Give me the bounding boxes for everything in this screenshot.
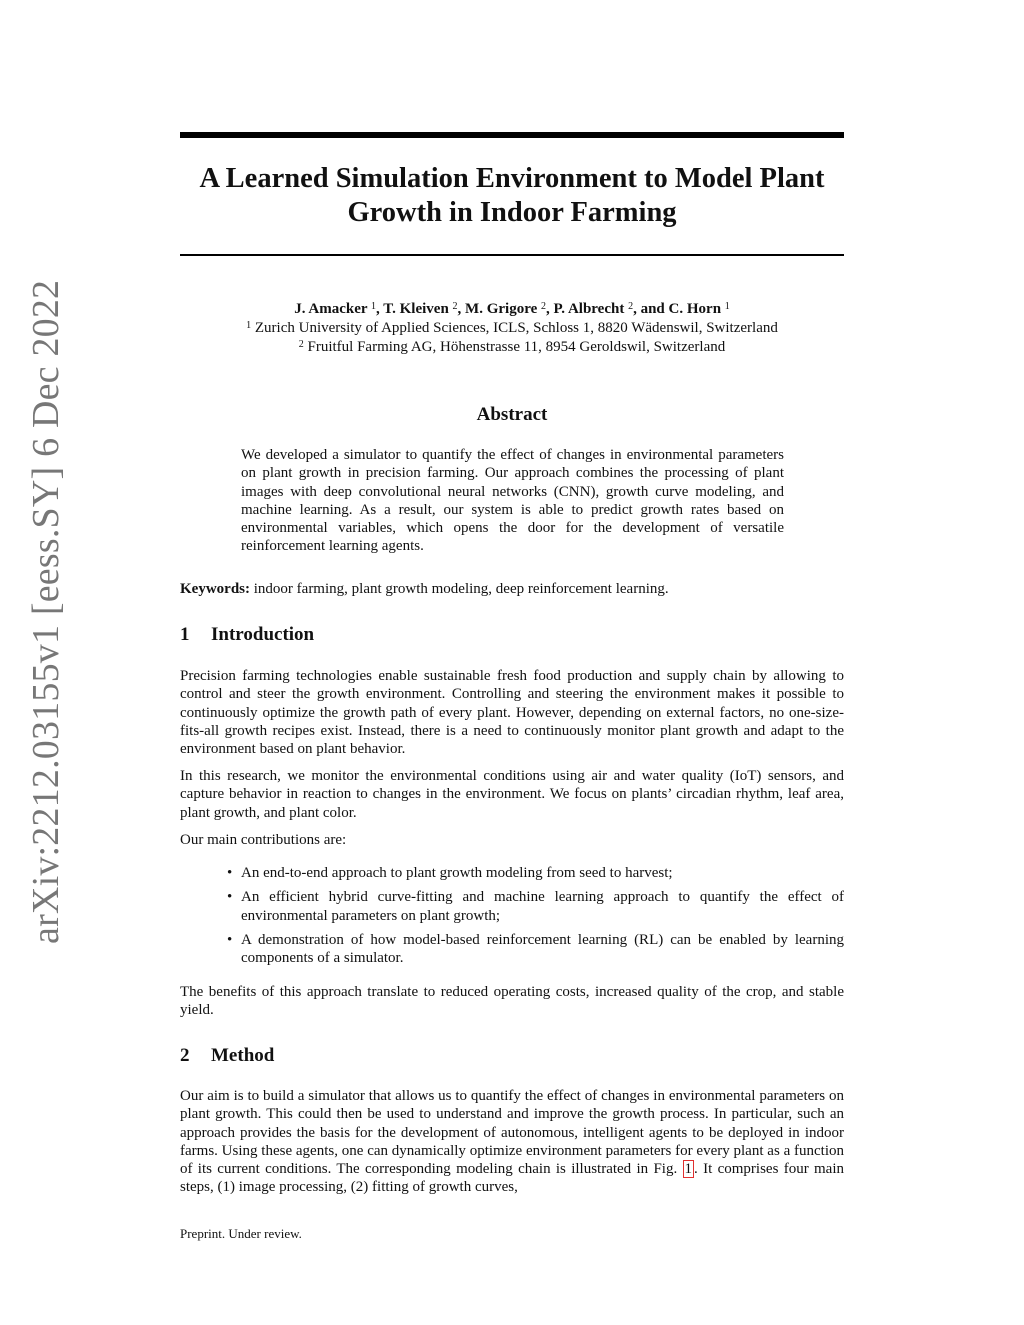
bullet-marker: • [227,889,233,906]
list-item-text: An efficient hybrid curve-fitting and machine learning approach to quantify the effect of environmental parameters on plant growth; [241,889,844,924]
contributions-list [180,864,844,973]
keywords-label: Keywords: [180,581,250,597]
title-bottom-rule [180,254,844,256]
author-affiliation-mark: 2 [628,301,634,312]
intro-paragraph-4: The benefits of this approach translate to reduced operating costs, increased quality of the crop, and stable yield. [180,984,844,1019]
author-separator: , [457,301,466,317]
author-separator: , [376,301,384,317]
title-top-rule [180,132,844,138]
bullet-marker: • [227,865,233,881]
intro-paragraph-1: Precision farming technologies enable sustainable fresh food production and supply chain by allowing to control and steer the growth environment. Controlling and steering the environment makes it possible to continuously optimize the growth path of every plant. However, depending on external factors, no one-size-fits-all growth recipes exist. Instead, there is a need to continuously monitor plant growth and adapt to the environment based on plant behavior. [180,668,844,758]
section-title: Introduction [211,624,315,645]
author-affiliation-mark: 2 [541,301,546,312]
author-name: T. Kleiven [383,301,449,317]
footer-note: Preprint. Under review. [180,1226,302,1241]
affiliation-2 [180,338,844,357]
author-name: M. Grigore [465,301,538,317]
title-line-1: A Learned Simulation Environment to Model Plant [199,163,825,194]
author-affiliation-mark: 1 [724,301,730,312]
arxiv-identifier: arXiv:2212.03155v1 [eess.SY] 6 Dec 2022 [25,279,67,944]
section-number: 1 [180,624,190,645]
affiliation-1 [180,319,844,338]
affiliation-text: Zurich University of Applied Sciences, ICLS, Schloss 1, 8820 Wädenswil, Switzerland [254,320,778,336]
list-item [180,931,844,968]
list-item-text: An end-to-end approach to plant growth modeling from seed to harvest; [241,865,673,881]
method-paragraph-1 [180,1087,844,1197]
figure-reference-link[interactable]: 1 [684,1161,693,1178]
section-title: Method [211,1045,275,1066]
section-number: 2 [180,1045,190,1066]
author-affiliation-mark: 1 [371,301,376,312]
keywords-text: indoor farming, plant growth modeling, deep reinforcement learning. [253,581,669,597]
affiliation-text: Fruitful Farming AG, Höhenstrasse 11, 8954 Geroldswil, Switzerland [307,339,726,355]
keywords [180,580,844,599]
affiliation-number: 1 [246,320,252,331]
affiliation-number: 2 [298,339,304,350]
intro-paragraph-3: Our main contributions are: [180,832,347,848]
list-item [180,888,844,925]
bullet-marker: • [227,931,233,948]
abstract-text: We developed a simulator to quantify the effect of changes in environmental parameters on plant growth in precision farming. Our approach combines the processing of plant images with deep convolutional neural networks (CNN), growth curve modeling, and machine learning. As a result, our system is able to predict growth rates based on environmental variables, which opens the door for the development of versatile reinforcement learning agents. [241,447,784,555]
author-names [180,300,844,319]
paragraph-text: Our aim is to build a simulator that allows us to quantify the effect of changes in environmental parameters on plant growth. This could then be used to understand and improve the growth process. In particular, such an approach provides the basis for the development of autonomous, intelligent agents to be deployed in indoor farms. Using these agents, one can dynamically optimize environment parameters for every plant as a function of its current conditions. The corresponding modeling chain is illustrated in Fig. [180,1088,844,1178]
list-item-text: A demonstration of how model-based reinforcement learning (RL) can be enabled by learning components of a simulator. [241,931,844,967]
section-heading-method [180,1045,844,1067]
author-affiliation-mark: 2 [452,301,458,312]
list-item [180,864,844,882]
abstract-heading: Abstract [476,404,548,425]
author-separator: , and [633,301,669,317]
paragraph-text: . It comprises four main steps, (1) image processing, (2) fitting of growth curves, [180,1161,845,1196]
title-line-2: Growth in Indoor Farming [347,197,677,228]
author-name: P. Albrecht [553,301,625,317]
intro-paragraph-2: In this research, we monitor the environmental conditions using air and water quality (IoT) sensors, and capture behavior in reaction to changes in the environment. We focus on plants’ circadian rhythm, leaf area, plant growth, and plant color. [180,768,844,821]
section-heading-introduction [180,624,844,646]
author-block [180,300,844,357]
paper-title [180,162,844,230]
author-name: C. Horn [668,301,722,317]
author-separator: , [546,301,554,317]
author-name: J. Amacker [294,301,368,317]
